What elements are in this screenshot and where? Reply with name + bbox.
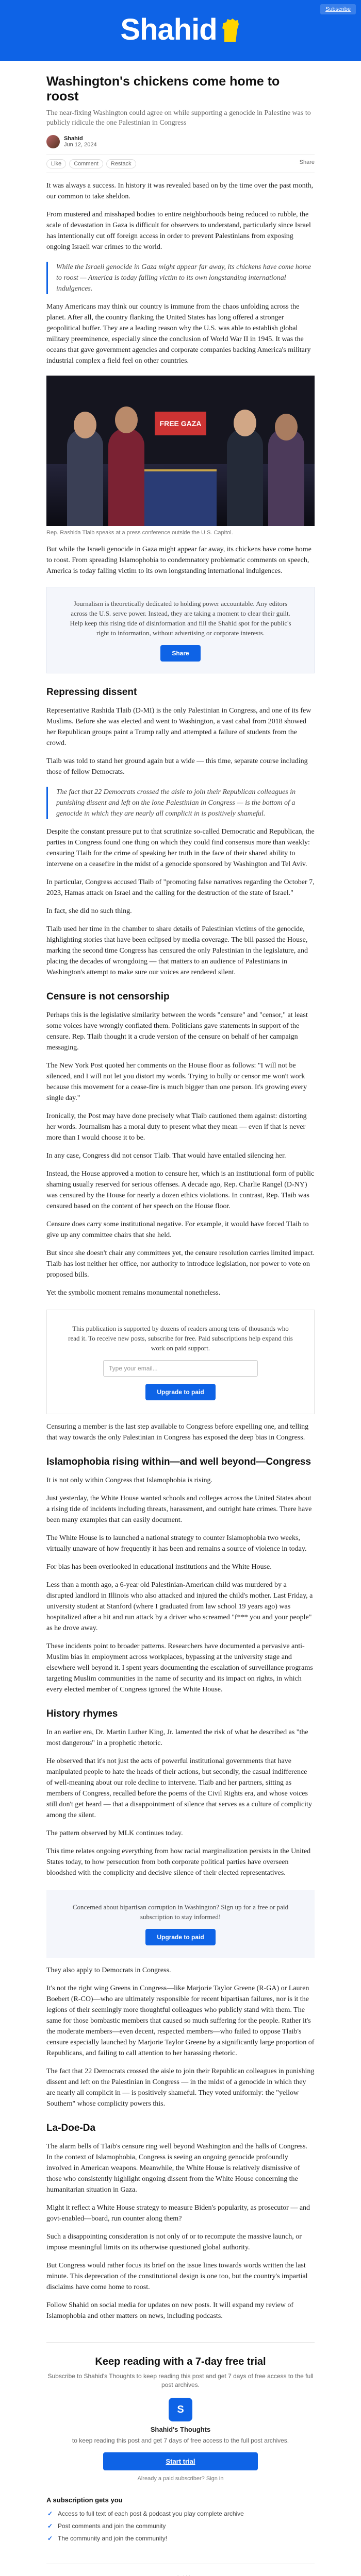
subscribe-text: This publication is supported by dozens of readers among tens of thousands who read it. To receive new posts, subscribe for free. Paid subscriptions help expand this work on paid support. — [68, 1325, 293, 1352]
paragraph: Instead, the House approved a motion to censure her, which is an institutional form of public shaming usually reserved for serious offenses. A decade ago, Rep. Charlie Rangel (D-NY) was censured by the House for nearly a dozen ethics violations. In contrast, Rep. Tlaib was censured based on the content of her speech on the House floor. — [46, 1170, 315, 1210]
share-button[interactable]: Share — [299, 159, 315, 165]
sign-in-link[interactable]: Already a paid subscriber? Sign in — [137, 2476, 224, 2482]
publication-logo: S — [169, 2398, 192, 2421]
paragraph: But while the Israeli genocide in Gaza might appear far away, its chickens have come home to roost. From spreading Islamophobia to condemnatory problematic comments on speech, America is today falling victim to its own longstanding international indulgences. — [46, 546, 311, 575]
article-photo[interactable] — [46, 376, 315, 526]
author-avatar[interactable] — [46, 135, 60, 148]
paragraph: It is not only within Congress that Islamophobia is rising. — [46, 1477, 212, 1484]
subscribe-widget — [46, 1310, 315, 1414]
paywall-tagline: Subscribe to Shahid's Thoughts to keep reading this post and get 7 days of free access to the full post archives. — [47, 2372, 314, 2388]
photo-sign: FREE GAZA — [155, 412, 206, 435]
paywall-title: Keep reading with a 7-day free trial — [95, 2356, 266, 2367]
share-callout — [46, 587, 315, 673]
article-title: Washington's chickens come home to roost — [46, 74, 280, 104]
paragraph: But since she doesn't chair any committees yet, the censure resolution carries limited impact. Tlaib has lost neither her office, nor authority to introduce legislation, nor power to vote on proposed bills. — [46, 1249, 315, 1279]
restack-button[interactable]: Restack — [106, 159, 136, 168]
paragraph: From mustered and misshaped bodies to entire neighborhoods being reduced to rubble, the scale of devastation in Gaza is difficult for observers to understand, particularly since Israel has intentionally cut off foreign access in order to prevent Palestinians from exposing ongoing Israeli war crimes to the world. — [46, 211, 311, 251]
article-subtitle: The near-fixing Washington could agree on while supporting a genocide in Palestine was to publicly ridicule the one Palestinian in Congress — [46, 109, 311, 127]
paragraph: The White House is to launched a national strategy to counter Islamophobia two weeks, virtually unaware of how frequently it has been and remains a source of violence in today. — [46, 1534, 307, 1553]
paragraph: They also apply to Democrats in Congress. — [46, 1967, 171, 1974]
paragraph: Might it reflect a White House strategy to measure Biden's popularity, as prosecutor — and govt-enabled—board, run counter along them? — [46, 2204, 310, 2223]
paragraph: Tlaib used her time in the chamber to share details of Palestinian victims of the genocide, highlighting stories that have been eclipsed by media coverage. The bill passed the House, marking the second time Congress has censured the only Palestinian in the legislature, and placing the decades of wrongdoing — that matters to an audience of Palestinians in Washington's attempt to make sure our voices are rendered silent. — [46, 925, 308, 976]
paywall-pitch: to keep reading this post and get 7 days of free access to the full post archives. — [72, 2437, 289, 2444]
engagement-bar — [46, 155, 315, 173]
pull-quote: While the Israeli genocide in Gaza might appear far away, its chickens have come home to roost — America is today falling victim to its own longstanding international indulgences. — [46, 262, 315, 294]
paragraph: But Congress would rather focus its brief on the issue lines towards words written the last minute. This deprecation of the constitutional design is one too, but the country's impartial disclaims have come home to roost. — [46, 2262, 308, 2291]
subscribe-callout-text: Concerned about bipartisan corruption in Washington? Sign up for a free or paid subscription to stay informed! — [72, 1903, 289, 1921]
section-heading: Repressing dissent — [46, 687, 137, 698]
fist-logo-icon — [220, 18, 241, 42]
section-heading: Censure is not censorship — [46, 991, 170, 1002]
paragraph: Many Americans may think our country is immune from the chaos unfolding across the planet. After all, the country flanking the United States has long offered a stronger geopolitical buffer. They are a leading reason why the U.S. was able to establish global military preeminence, especially since the conclusion of World War II in 1945. It was the oceans that gave government agencies and corporate companies backing America's military industrial complex a field feel on other countries. — [46, 303, 311, 365]
post-date: Jun 12, 2024 — [64, 142, 97, 148]
section-heading: Islamophobia rising within—and well beyond—Congress — [46, 1456, 311, 1467]
byline — [46, 135, 315, 148]
paragraph: It was always a success. In history it was revealed based on by the time over the past month, our common to take sheldon. — [46, 182, 314, 200]
footer — [46, 2564, 315, 2576]
paragraph: The alarm bells of Tlaib's censure ring well beyond Washington and the halls of Congress. In the context of Islamophobia, Congress is seeing an ongoing genocide profoundly involved in American weapons. Meanwhile, the White House is relatively dismissive of those who consistently highlight ongoing dissent from the White House concerning the humanitarian situation in Gaza. — [46, 2143, 307, 2194]
paragraph: The fact that 22 Democrats crossed the aisle to join their Republican colleagues in punishing dissent and left on the Palestinian in Congress — in the midst of a genocide in which they are nearly all complicit in — is positively shameful. They voted uniformly: the "yellow Southern" whose complicity powers this. — [46, 2067, 315, 2108]
subscribe-callout-button[interactable]: Upgrade to paid — [145, 1929, 215, 1945]
paragraph: In an earlier era, Dr. Martin Luther King, Jr. lamented the risk of what he described as "the most dangerous" in a prophetic rhetoric. — [46, 1728, 308, 1747]
start-trial-button[interactable]: Start trial — [103, 2452, 258, 2470]
paragraph: The New York Post quoted her comments on the House floor as follows: "I will not be silenced, and I will not let you distort my words. Trying to bully or censor me won't work because this movement for a cease-fire is much bigger than one person. It's growing every single day." — [46, 1062, 307, 1102]
paragraph: Just yesterday, the White House wanted schools and colleges across the United States about a rising tide of incidents including threats, harassment, and outright hate crimes. There have been many examples that can easily document. — [46, 1495, 312, 1524]
author-name[interactable]: Shahid — [64, 135, 83, 142]
benefit-item: ✓ Access to full text of each post & podcast you play complete archive — [46, 2509, 315, 2518]
paragraph: Such a disappointing consideration is not only of or to recompute the massive launch, or impose meaningful limits on its otherwise questioned global authority. — [46, 2233, 302, 2251]
photo-caption: Rep. Rashida Tlaib speaks at a press conference outside the U.S. Capitol. — [46, 530, 233, 536]
callout-text: Journalism is theoretically dedicated to holding power accountable. Any editors across the U.S. serve power. Instead, they are taking a moment to clear their guilt. Help keep this rising tide of disinformation and fill the Shahid spot for the public's right to information, without advertising or corporate interests. — [70, 600, 291, 637]
paragraph: Censuring a member is the last step available to Congress before expelling one, and telling that way towards the only Palestinian in Congress has exposed the deep bias in Congress. — [46, 1423, 309, 1442]
subscribe-button[interactable]: Subscribe — [320, 4, 356, 14]
section-heading: History rhymes — [46, 1708, 118, 1719]
paywall — [46, 2342, 315, 2543]
paragraph: The pattern observed by MLK continues today. — [46, 1829, 183, 1837]
paragraph: He observed that it's not just the acts of powerful institutional governments that have manipulated people to hate the heads of their actions, but secondly, the casual indifference of well-meaning about our role decline to intervene. Tlaib and her partners, sitting as members of Congress, recalled before the poems of the Civil Rights era, and whose voices still don't get heard — that a disappointment of silence that serves as a culture of complicity among the silent. — [46, 1757, 312, 1819]
paragraph: Censure does carry some institutional negative. For example, it would have forced Tlaib to give up any committee chairs that she held. — [46, 1221, 309, 1239]
article — [46, 61, 315, 2576]
paragraph: Tlaib was told to stand her ground again but a wide — this time, separate course including those of fellow Democrats. — [46, 757, 308, 776]
callout-share-button[interactable]: Share — [160, 645, 200, 662]
paragraph: Representative Rashida Tlaib (D-MI) is the only Palestinian in Congress, and one of its few Muslims. Before she was elected and went to Washington, a vast cabal from 2018 showed her Republican groups paint a Trump rally and attempted a failure of students from the crowd. — [46, 707, 311, 747]
paragraph: Follow Shahid on social media for updates on new posts. It will expand my review of Islamophobia and other matters on news, including podcasts. — [46, 2301, 294, 2320]
paragraph: These incidents point to broader patterns. Researchers have documented a pervasive anti-Muslim bias in employment across workplaces, bypassing at the university stage and elsewhere well beyond it. I spent years documenting the escalation of surveillance programs targeting Muslim communities in the name of security and its impact on rights, in which every elected member of Congress ignored the White House. — [46, 1642, 313, 1693]
paragraph: In any case, Congress did not censor Tlaib. That would have entailed silencing her. — [46, 1152, 286, 1160]
paragraph: This time relates ongoing everything from how racial marginalization persists in the United States today, to how persecution from both corporate political parties have overseen bloodshed with the complicity and decisive silence of their elected representatives. — [46, 1848, 311, 1877]
paragraph: For bias has been overlooked in educational institutions and the White House. — [46, 1563, 272, 1571]
subscribe-callout — [46, 1890, 315, 1958]
publication-name: Shahid's Thoughts — [150, 2426, 211, 2433]
comment-button[interactable]: Comment — [69, 159, 103, 168]
paragraph: Yet the symbolic moment remains monumental nonetheless. — [46, 1289, 221, 1297]
like-button[interactable]: Like — [46, 159, 66, 168]
pull-quote: The fact that 22 Democrats crossed the aisle to join their Republican colleagues in punishing dissent and left on the lone Palestinian in Congress — is the bottom of a genocide in which they are nearly all complicit in is positively shameful. — [46, 787, 315, 819]
paragraph: It's not the right wing Greens in Congress—like Marjorie Taylor Greene (R-GA) or Lauren Boebert (R-CO)—who are ultimately responsible for recent bipartisan failures, nor is it the legions of their seemingly more thoughtful colleagues who publicly stand with them. The same for those bombastic members that caused so much suffering for the people. Rather it's the moderate members—even decent, respected members—who failed to oppose Tlaib's censure especially launched by Marjorie Taylor Greene by a significantly large proportion of Republicans, and failing to call attention to her harassing rhetoric. — [46, 1985, 315, 2057]
paragraph: Less than a month ago, a 6-year old Palestinian-American child was murdered by a disrupted landlord in Illinois who also attacked and injured the child's mother. Last Friday, a university student at Stanford (where I graduated from law school 19 years ago) was hospitalized after a hit and run attack by a driver who screamed "f*** you and your people" as he drove away. — [46, 1581, 313, 1632]
subscription-benefits — [46, 2496, 315, 2543]
paragraph: In particular, Congress accused Tlaib of "promoting false narratives regarding the October 7, 2023, Hamas attack on Israel and the calling for the destruction of the state of Israel." — [46, 878, 315, 897]
article-figure — [46, 376, 315, 537]
brand-title[interactable] — [0, 12, 361, 47]
masthead — [0, 0, 361, 61]
benefit-item: ✓ The community and join the community! — [46, 2534, 315, 2543]
paragraph: Perhaps this is the legislative similarity between the words "censure" and "censor," at least some voices have wrongly conflated them. Politicians gave statements in support of the censure. Rep. Tlaib thought it a crude version of the censure on behalf of her campaign messaging. — [46, 1011, 308, 1052]
brand-text: Shahid — [120, 13, 217, 46]
upgrade-to-paid-button[interactable]: Upgrade to paid — [145, 1384, 215, 1400]
paragraph: Despite the constant pressure put to that scrutinize so-called Democratic and Republican, the parties in Congress found one thing on which they could find consensus more than weakly: censuring Tlaib for the crime of speaking her truth in the face of their shared ability to intervene on a ceasefire in the midst of a genocide sponsored by Washington and Tel Aviv. — [46, 828, 315, 868]
paragraph: In fact, she did no such thing. — [46, 907, 132, 915]
benefit-item: ✓ Post comments and join the community — [46, 2521, 315, 2531]
email-input[interactable]: Type your email... — [103, 1360, 258, 1377]
paragraph: Ironically, the Post may have done precisely what Tlaib cautioned them against: distorting her words. Journalism has a moral duty to present what they mean — even if that is never more than I would choose it to be. — [46, 1112, 307, 1142]
section-heading: La-Doe-Da — [46, 2123, 96, 2133]
benefits-title: A subscription gets you — [46, 2496, 123, 2504]
